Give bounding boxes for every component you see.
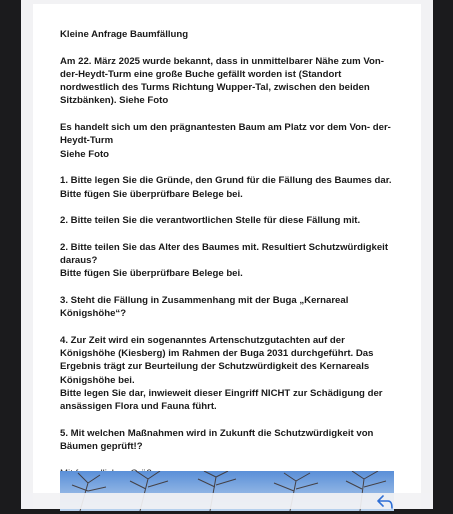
paragraph-intro: Am 22. März 2025 wurde bekannt, dass in unmittelbarer Nähe zum Von- der-Heydt-Turm eine große Buche gefällt worden ist (Standort nordwestlich des Turms Richtung Wupper-Tal, zwischen den beiden Sitzbänken). Siehe Foto bbox=[60, 55, 384, 107]
question-3: 3. Steht die Fällung in Zusammenhang mit der Buga „Kernareal Königshöhe“? bbox=[60, 294, 349, 320]
reply-arrow-icon[interactable] bbox=[377, 495, 393, 509]
question-1: 1. Bitte legen Sie die Gründe, den Grund für die Fällung des Baumes dar. Bitte fügen Sie überprüfbare Belege bei. bbox=[60, 175, 392, 200]
post-sheet bbox=[21, 0, 433, 509]
question-2b: 2. Bitte teilen Sie das Alter des Baumes mit. Resultiert Schutzwürdigkeit daraus? Bitte fügen Sie überprüfbare Belege bei. bbox=[60, 241, 389, 280]
paragraph-context: Es handelt sich um den prägnantesten Baum am Platz vor dem Von- der-Heydt-Turm Siehe Foto bbox=[60, 122, 391, 160]
question-5: 5. Mit welchen Maßnahmen wird in Zukunft die Schutzwürdigkeit von Bäumen geprüft!? bbox=[60, 427, 374, 453]
question-4: 4. Zur Zeit wird ein sogenanntes Artenschutzgutachten auf der Königshöhe (Kiesberg) im Rahmen der Buga 2031 durchgeführt. Das Ergebnis trägt zur Beurteilung der Schutzwürdigkeit des Kernareals Königshöhe bei. Bitte legen Sie dar, inwieweit dieser Eingriff NICHT zur Schädigung der ansässigen Flora und Fauna führt. bbox=[60, 334, 383, 413]
post-card bbox=[33, 4, 421, 509]
bottom-toolbar bbox=[21, 493, 433, 509]
post-title: Kleine Anfrage Baumfällung bbox=[60, 29, 189, 40]
question-2a: 2. Bitte teilen Sie die verantwortlichen Stelle für diese Fällung mit. bbox=[60, 215, 361, 227]
post-body bbox=[60, 28, 398, 507]
